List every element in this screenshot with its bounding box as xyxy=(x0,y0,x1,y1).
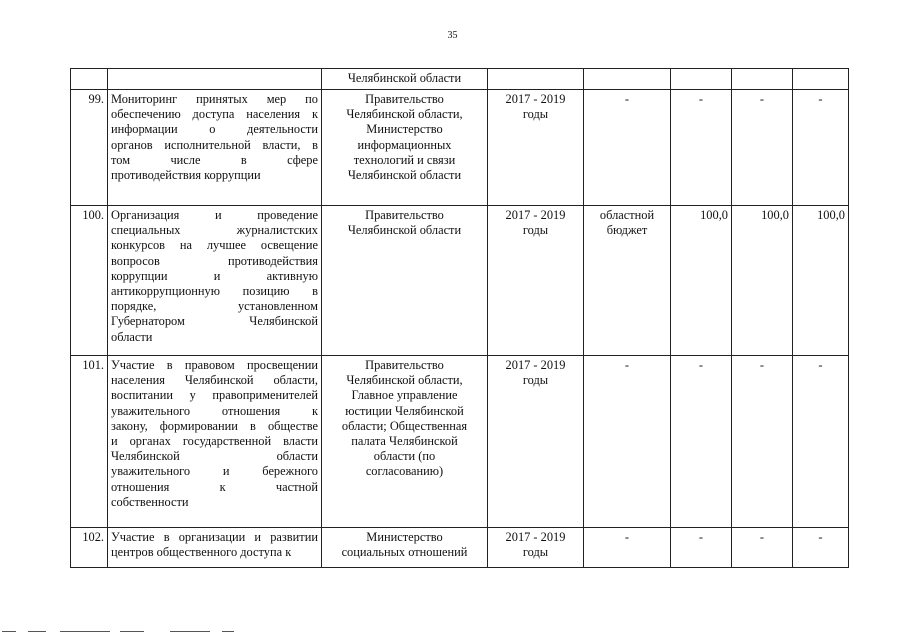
funding-amount-v2: - xyxy=(732,90,793,206)
word: уважительного xyxy=(111,464,191,479)
period-line: годы xyxy=(522,373,549,388)
word: закону, xyxy=(111,418,148,433)
description-line xyxy=(111,388,318,403)
row-number: 99. xyxy=(71,90,108,206)
executor xyxy=(322,356,488,528)
word: информации xyxy=(111,122,178,137)
word: обществе xyxy=(267,418,318,433)
row-number: 100. xyxy=(71,206,108,356)
executor-line: области (по xyxy=(373,449,436,464)
executor-line: Правительство xyxy=(365,208,444,222)
funding-amount-v1: 100,0 xyxy=(671,206,732,356)
period-line: 2017 - 2019 xyxy=(505,358,566,372)
word: уважительного xyxy=(111,403,191,418)
funding-source-line: бюджет xyxy=(606,223,648,238)
executor-line: Челябинской области xyxy=(347,223,462,238)
period xyxy=(488,69,584,90)
executor-line: Челябинской области, xyxy=(346,373,463,388)
word: противодействия xyxy=(227,253,318,268)
funding-source-line: - xyxy=(624,530,630,544)
funding-amount-v3: 100,0 xyxy=(793,206,849,356)
word: области, xyxy=(273,373,318,388)
description-line xyxy=(111,299,318,314)
word: государственной xyxy=(182,434,272,449)
measures-table xyxy=(70,68,849,568)
word: отношения xyxy=(111,479,170,494)
word: мер xyxy=(266,92,287,106)
word: Участие xyxy=(111,358,155,372)
executor-line: согласованию) xyxy=(365,464,444,479)
executor-line: Челябинской области, xyxy=(346,107,463,122)
word: бережного xyxy=(262,464,318,479)
description-line xyxy=(111,404,318,419)
executor-line: Правительство xyxy=(365,358,444,372)
word: конкурсов xyxy=(111,238,165,253)
executor-line: Правительство xyxy=(365,92,444,106)
word: Челябинской xyxy=(184,373,254,388)
executor-line: юстиции Челябинской xyxy=(345,403,464,418)
word: обеспечению xyxy=(111,107,181,122)
period-line: годы xyxy=(522,223,549,238)
funding-amount-v3 xyxy=(793,69,849,90)
funding-amount-v1: - xyxy=(671,356,732,528)
word: о xyxy=(209,122,216,137)
word: области xyxy=(276,449,318,464)
description-line xyxy=(111,107,318,122)
period xyxy=(488,90,584,206)
executor-line: информационных xyxy=(357,137,452,152)
funding-amount-v2: - xyxy=(732,528,793,568)
word: органов xyxy=(111,137,153,152)
measure-description xyxy=(108,90,322,206)
word: у xyxy=(189,388,196,403)
executor xyxy=(322,206,488,356)
word: сфере xyxy=(287,152,318,167)
funding-source-line: - xyxy=(624,358,630,372)
description-line xyxy=(111,464,318,479)
table-row xyxy=(71,206,849,356)
description-line xyxy=(111,314,318,329)
funding-source xyxy=(584,528,671,568)
word: правоприменителей xyxy=(212,388,318,403)
word: позицию xyxy=(242,284,290,299)
funding-amount-v2: - xyxy=(732,356,793,528)
word: формировании xyxy=(159,418,238,433)
measure-description xyxy=(108,528,322,568)
word: Организация xyxy=(111,208,180,222)
funding-source-line: областной xyxy=(599,208,655,222)
word: антикоррупционную xyxy=(111,284,220,299)
word: по xyxy=(305,92,318,106)
description-line xyxy=(111,254,318,269)
word: просвещении xyxy=(246,358,318,372)
word: вопросов xyxy=(111,253,160,268)
word: частной xyxy=(275,479,318,494)
period-line: 2017 - 2019 xyxy=(505,530,566,544)
word: отношения xyxy=(221,403,281,418)
word: к xyxy=(311,107,318,122)
word: принятых xyxy=(196,92,248,106)
funding-source xyxy=(584,69,671,90)
measure-description xyxy=(108,356,322,528)
description-line xyxy=(111,153,318,168)
period xyxy=(488,206,584,356)
description-line xyxy=(111,238,318,253)
description-line: центров общественного доступа к xyxy=(111,545,292,560)
description-line xyxy=(111,358,318,373)
word: доступа xyxy=(192,107,235,122)
word: активную xyxy=(266,268,318,283)
executor-line: Министерство xyxy=(366,530,443,544)
scan-edge-marks xyxy=(0,631,905,635)
word: к xyxy=(219,479,226,494)
word: и xyxy=(215,208,222,222)
word: в xyxy=(312,137,318,152)
executor-line: Челябинской области xyxy=(347,168,462,183)
funding-amount-v1: - xyxy=(671,528,732,568)
description-line: противодействия коррупции xyxy=(111,168,261,183)
word: в xyxy=(163,530,170,544)
word: на xyxy=(179,238,192,253)
word: освещение xyxy=(260,238,318,253)
word: воспитании xyxy=(111,388,173,403)
funding-amount-v1: - xyxy=(671,90,732,206)
word: власти xyxy=(283,434,318,449)
period-line: 2017 - 2019 xyxy=(505,92,566,106)
description-line xyxy=(111,419,318,434)
executor-line: области; Общественная xyxy=(341,418,468,433)
table-row xyxy=(71,69,849,90)
description-line xyxy=(111,449,318,464)
executor-line: Челябинской области xyxy=(347,71,462,85)
word: власти, xyxy=(262,137,301,152)
period-line: 2017 - 2019 xyxy=(505,208,566,222)
table-row xyxy=(71,356,849,528)
word: Челябинской xyxy=(249,314,318,329)
description-line xyxy=(111,122,318,137)
word: журналистских xyxy=(236,223,318,238)
row-number: 101. xyxy=(71,356,108,528)
row-number: 102. xyxy=(71,528,108,568)
word: и xyxy=(111,434,118,449)
word: Мониторинг xyxy=(111,92,178,106)
description-line: собственности xyxy=(111,494,189,509)
period-line: годы xyxy=(522,545,549,560)
period xyxy=(488,356,584,528)
description-line xyxy=(111,223,318,238)
word: Участие xyxy=(111,530,155,544)
word: проведение xyxy=(257,208,318,222)
word: лучшее xyxy=(206,238,247,253)
page-number: 35 xyxy=(447,30,458,41)
funding-amount-v3: - xyxy=(793,90,849,206)
word: коррупции xyxy=(111,268,168,283)
funding-amount-v2: 100,0 xyxy=(732,206,793,356)
measure-description xyxy=(108,206,322,356)
word: и xyxy=(222,464,230,479)
executor-line: Главное управление xyxy=(351,388,458,403)
executor-line: Министерство xyxy=(366,122,443,137)
description-line xyxy=(111,138,318,153)
measure-description xyxy=(108,69,322,90)
table-row xyxy=(71,528,849,568)
word: деятельности xyxy=(247,122,318,137)
description-line xyxy=(111,480,318,495)
funding-source-line: - xyxy=(624,92,630,106)
word: в xyxy=(312,284,318,299)
period-line: годы xyxy=(522,107,549,122)
description-line xyxy=(111,434,318,449)
executor-line: социальных отношений xyxy=(341,545,468,560)
executor xyxy=(322,90,488,206)
word: Челябинской xyxy=(111,449,180,464)
description-line xyxy=(111,284,318,299)
word: исполнительной xyxy=(164,137,251,152)
word: к xyxy=(311,403,318,418)
executor xyxy=(322,69,488,90)
period xyxy=(488,528,584,568)
executor-line: палата Челябинской xyxy=(351,434,458,449)
funding-amount-v2 xyxy=(732,69,793,90)
word: том xyxy=(111,152,131,167)
word: и xyxy=(254,530,262,544)
word: в xyxy=(240,152,247,167)
description-line xyxy=(111,92,318,107)
table-row xyxy=(71,90,849,206)
description-line: области xyxy=(111,329,153,344)
funding-source xyxy=(584,90,671,206)
word: и xyxy=(213,268,221,283)
word: установленном xyxy=(237,299,318,314)
word: правовом xyxy=(184,358,235,372)
word: специальных xyxy=(111,223,181,238)
funding-amount-v3: - xyxy=(793,528,849,568)
word: населения xyxy=(246,107,301,122)
word: в xyxy=(166,358,173,372)
word: органах xyxy=(129,434,171,449)
funding-amount-v3: - xyxy=(793,356,849,528)
word: населения xyxy=(111,373,165,388)
word: порядке, xyxy=(111,299,157,314)
description-line xyxy=(111,208,318,223)
executor-line: технологий и связи xyxy=(353,152,456,167)
funding-source xyxy=(584,206,671,356)
word: организации xyxy=(178,530,246,544)
word: числе xyxy=(170,152,201,167)
description-line xyxy=(111,530,318,545)
funding-source xyxy=(584,356,671,528)
funding-amount-v1 xyxy=(671,69,732,90)
row-number xyxy=(71,69,108,90)
description-line xyxy=(111,373,318,388)
executor xyxy=(322,528,488,568)
word: развитии xyxy=(270,530,318,544)
description-line xyxy=(111,269,318,284)
word: в xyxy=(250,418,256,433)
word: Губернатором xyxy=(111,314,185,329)
